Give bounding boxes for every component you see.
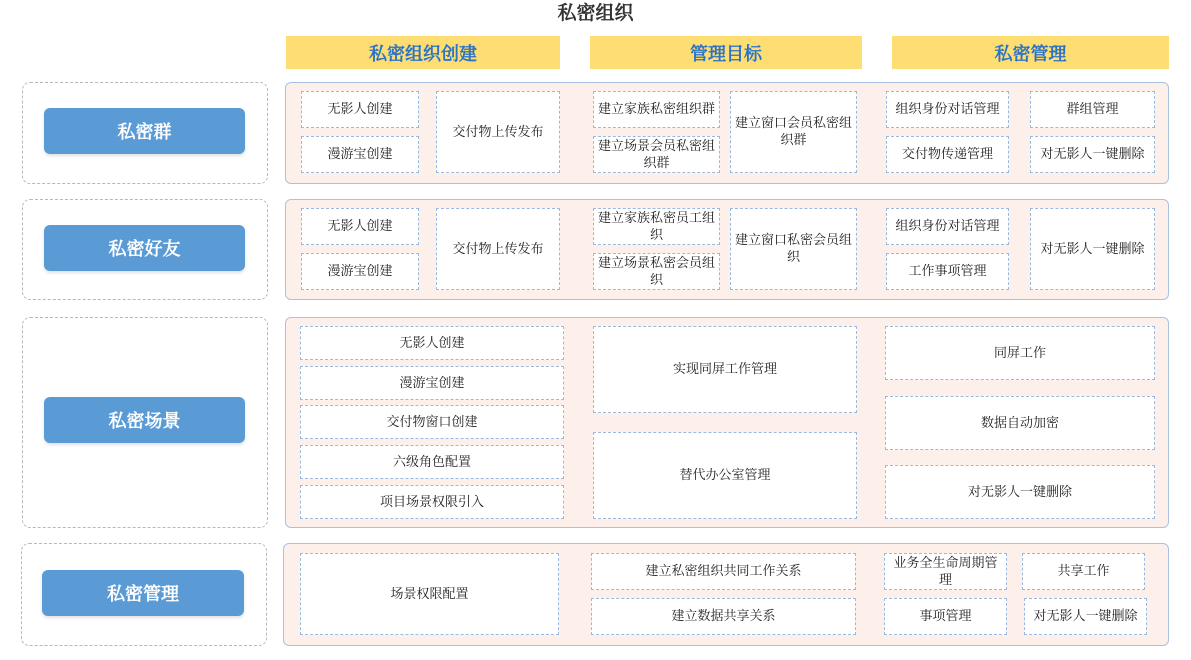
manage-item: 组织身份对话管理 bbox=[886, 91, 1009, 128]
diagram-title: 私密组织 bbox=[557, 2, 634, 24]
row-label-private-friends: 私密好友 bbox=[44, 225, 245, 271]
column-header-manage: 私密管理 bbox=[892, 36, 1169, 69]
create-item: 交付物窗口创建 bbox=[300, 405, 564, 439]
manage-item: 事项管理 bbox=[884, 598, 1007, 635]
manage-item: 工作事项管理 bbox=[886, 253, 1009, 290]
manage-item: 交付物传递管理 bbox=[886, 136, 1009, 173]
manage-item: 对无影人一键删除 bbox=[1030, 208, 1155, 290]
column-header-create: 私密组织创建 bbox=[286, 36, 560, 69]
goal-item: 建立数据共享关系 bbox=[591, 598, 856, 635]
manage-item: 群组管理 bbox=[1030, 91, 1155, 128]
create-item: 漫游宝创建 bbox=[300, 366, 564, 400]
create-item: 场景权限配置 bbox=[300, 553, 559, 635]
create-item: 漫游宝创建 bbox=[301, 136, 419, 173]
goal-item: 实现同屏工作管理 bbox=[593, 326, 857, 413]
create-item: 六级角色配置 bbox=[300, 445, 564, 479]
row-label-private-group: 私密群 bbox=[44, 108, 245, 154]
row-label-private-management: 私密管理 bbox=[42, 570, 244, 616]
goal-item: 建立家族私密组织群 bbox=[593, 91, 720, 128]
goal-item: 替代办公室管理 bbox=[593, 432, 857, 519]
manage-item: 组织身份对话管理 bbox=[886, 208, 1009, 245]
manage-item: 共享工作 bbox=[1022, 553, 1145, 590]
create-item: 无影人创建 bbox=[300, 326, 564, 360]
row-label-private-scene: 私密场景 bbox=[44, 397, 245, 443]
manage-item: 对无影人一键删除 bbox=[1024, 598, 1147, 635]
goal-item: 建立私密组织共同工作关系 bbox=[591, 553, 856, 590]
goal-item: 建立家族私密员工组织 bbox=[593, 208, 720, 245]
goal-item: 建立窗口私密会员组织 bbox=[730, 208, 857, 290]
create-item: 无影人创建 bbox=[301, 91, 419, 128]
manage-item: 业务全生命周期管理 bbox=[884, 553, 1007, 590]
create-item: 漫游宝创建 bbox=[301, 253, 419, 290]
manage-item: 数据自动加密 bbox=[885, 396, 1155, 450]
create-item: 交付物上传发布 bbox=[436, 208, 560, 290]
goal-item: 建立场景私密会员组织 bbox=[593, 253, 720, 290]
manage-item: 对无影人一键删除 bbox=[885, 465, 1155, 519]
create-item: 项目场景权限引入 bbox=[300, 485, 564, 519]
column-header-goals: 管理目标 bbox=[590, 36, 862, 69]
manage-item: 同屏工作 bbox=[885, 326, 1155, 380]
manage-item: 对无影人一键删除 bbox=[1030, 136, 1155, 173]
create-item: 交付物上传发布 bbox=[436, 91, 560, 173]
goal-item: 建立窗口会员私密组织群 bbox=[730, 91, 857, 173]
goal-item: 建立场景会员私密组织群 bbox=[593, 136, 720, 173]
create-item: 无影人创建 bbox=[301, 208, 419, 245]
